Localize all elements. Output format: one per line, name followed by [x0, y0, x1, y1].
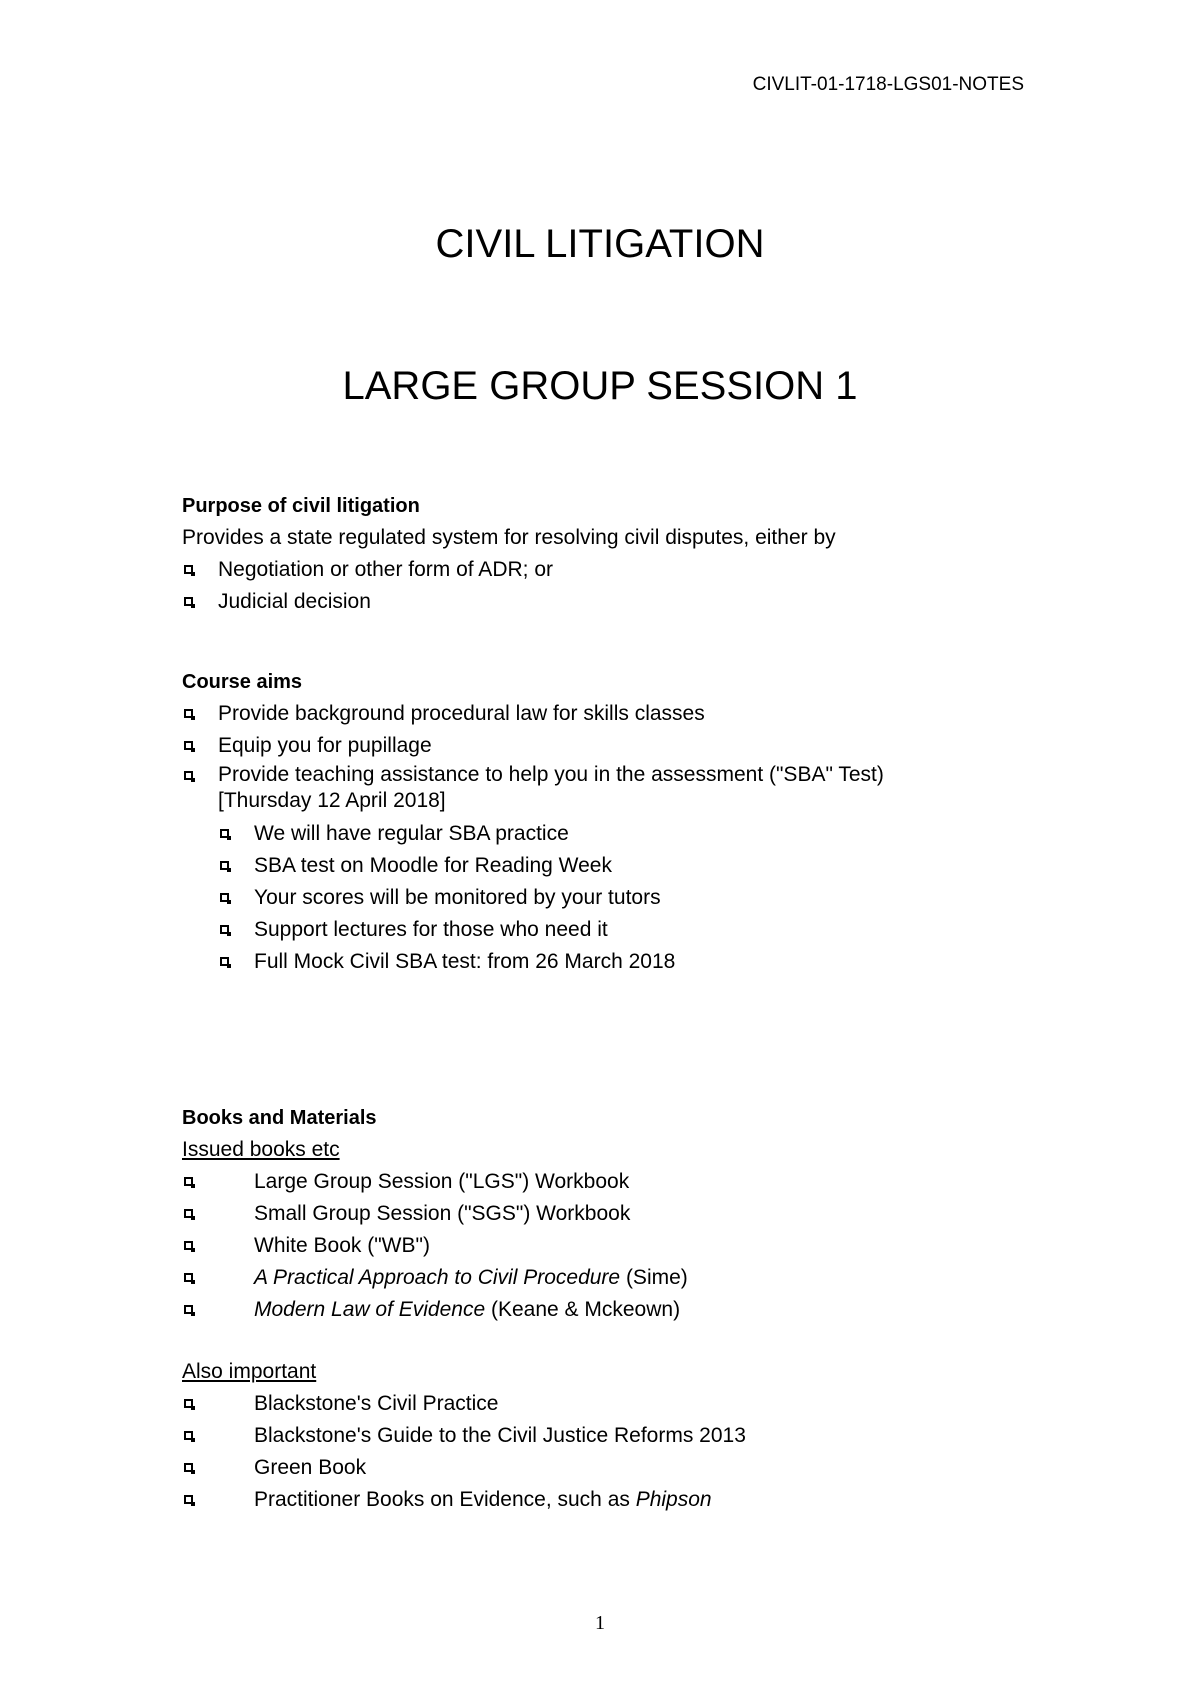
course-aims-section	[182, 666, 1062, 978]
square-bullet-icon	[184, 565, 193, 574]
square-bullet-icon	[184, 1305, 193, 1314]
square-bullet-icon	[184, 597, 193, 606]
list-item: Blackstone's Guide to the Civil Justice Reforms 2013	[182, 1420, 1062, 1452]
square-bullet-icon	[220, 829, 229, 838]
list-item: Small Group Session ("SGS") Workbook	[182, 1198, 1062, 1230]
session-title: LARGE GROUP SESSION 1	[342, 364, 858, 408]
square-bullet-icon	[220, 861, 229, 870]
square-bullet-icon	[184, 709, 193, 718]
list-item: Blackstone's Civil Practice	[182, 1388, 1062, 1420]
square-bullet-icon	[184, 1209, 193, 1218]
list-item: Practitioner Books on Evidence, such as Phipson	[182, 1484, 1062, 1516]
purpose-section	[182, 490, 1062, 618]
square-bullet-icon	[184, 1399, 193, 1408]
square-bullet-icon	[220, 893, 229, 902]
list-item: Equip you for pupillage	[182, 730, 1062, 762]
list-item: Full Mock Civil SBA test: from 26 March 2018	[182, 946, 1062, 978]
list-item: White Book ("WB")	[182, 1230, 1062, 1262]
list-item: Large Group Session ("LGS") Workbook	[182, 1166, 1062, 1198]
document-code: CIVLIT-01-1718-LGS01-NOTES	[752, 74, 1024, 95]
purpose-intro: Provides a state regulated system for resolving civil disputes, either by	[182, 526, 836, 549]
square-bullet-icon	[184, 1273, 193, 1282]
purpose-heading: Purpose of civil litigation	[182, 495, 420, 517]
course-aims-heading: Course aims	[182, 671, 303, 693]
list-item: Green Book	[182, 1452, 1062, 1484]
list-item: Provide background procedural law for skills classes	[182, 698, 1062, 730]
list-item: Your scores will be monitored by your tutors	[182, 882, 1062, 914]
square-bullet-icon	[184, 771, 193, 780]
issued-books-heading: Issued books etc	[182, 1138, 340, 1161]
square-bullet-icon	[184, 741, 193, 750]
document-title: CIVIL LITIGATION	[435, 222, 765, 266]
list-item: Negotiation or other form of ADR; or	[182, 554, 1062, 586]
square-bullet-icon	[184, 1463, 193, 1472]
list-item: Modern Law of Evidence (Keane & Mckeown)	[182, 1294, 1062, 1326]
list-item: Judicial decision	[182, 586, 1062, 618]
square-bullet-icon	[184, 1241, 193, 1250]
square-bullet-icon	[220, 925, 229, 934]
page-number: 1	[595, 1612, 605, 1634]
square-bullet-icon	[184, 1177, 193, 1186]
list-item: SBA test on Moodle for Reading Week	[182, 850, 1062, 882]
square-bullet-icon	[184, 1495, 193, 1504]
list-item: A Practical Approach to Civil Procedure (Sime)	[182, 1262, 1062, 1294]
books-heading: Books and Materials	[182, 1107, 377, 1129]
list-item: Provide teaching assistance to help you in the assessment ("SBA" Test) [Thursday 12 April 2018]	[182, 762, 1062, 818]
list-item: Support lectures for those who need it	[182, 914, 1062, 946]
square-bullet-icon	[184, 1431, 193, 1440]
list-item: We will have regular SBA practice	[182, 818, 1062, 850]
books-section	[182, 1102, 1062, 1516]
square-bullet-icon	[220, 957, 229, 966]
also-important-heading: Also important	[182, 1360, 317, 1383]
